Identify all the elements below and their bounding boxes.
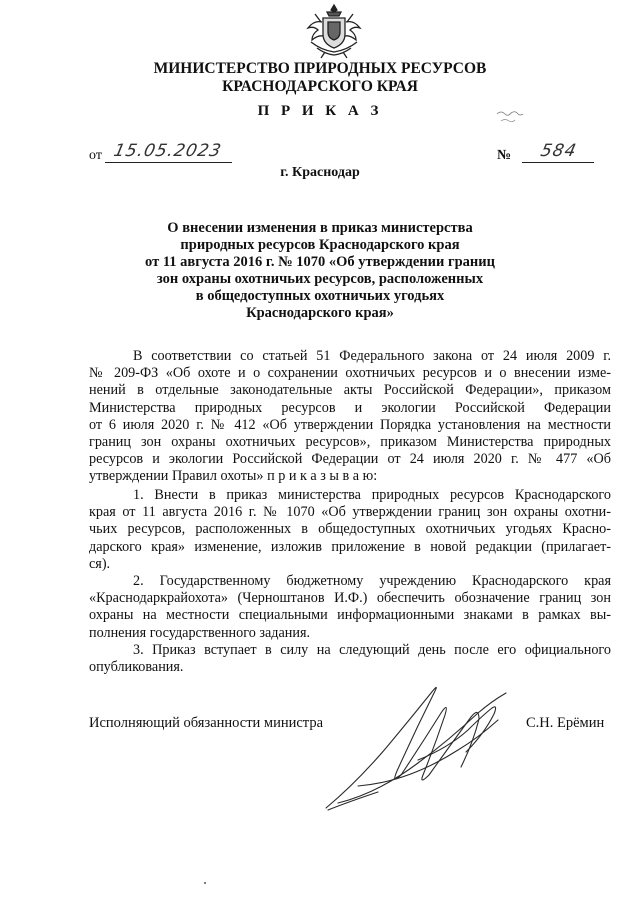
krasnodar-coat-of-arms-icon	[303, 2, 365, 60]
order-item-2	[89, 573, 611, 642]
text-line: утверждении Правил охоты» п р и к а з ы в а ю:	[89, 468, 378, 485]
text-line: полнения государственного задания.	[89, 624, 311, 641]
title-line: зон охраны охотничьих ресурсов, расположенных	[156, 271, 484, 287]
text-line: опубликования.	[89, 659, 184, 676]
text-line: 3. Приказ вступает в силу на следующий день после его официального	[133, 642, 611, 658]
text-line: «Краснодаркрайохота» (Черноштанов И.Ф.) обеспечить обозначение границ зон	[89, 590, 611, 607]
text-line: 2. Государственному бюджетному учреждению Краснодарского края	[133, 573, 611, 589]
text-line: чьих ресурсов, расположенных в общедоступных охотничьих угодьях Красно-	[89, 521, 611, 538]
text-line: ресурсов и экологии Российской Федерации от 24 июля 2020 г. № 477 «Об	[89, 451, 611, 468]
text-line: 1. Внести в приказ министерства природных ресурсов Краснодарского	[133, 487, 611, 503]
signer-name: С.Н. Ерёмин	[526, 715, 605, 731]
city-name: г. Краснодар	[280, 165, 360, 180]
registration-mark-icon	[495, 108, 527, 126]
title-line: в общедоступных охотничьих угодьях	[195, 288, 445, 304]
text-line: границ зон охраны охотничьих ресурсов», приказом Министерства природных	[89, 434, 611, 451]
title-line: от 11 августа 2016 г. № 1070 «Об утверждении границ	[145, 254, 495, 270]
preamble-paragraph	[89, 348, 611, 486]
handwritten-signature-icon	[318, 668, 528, 818]
number-underline	[522, 162, 594, 163]
ministry-name-line1: МИНИСТЕРСТВО ПРИРОДНЫХ РЕСУРСОВ	[153, 60, 487, 77]
handwritten-date: 15.05.2023	[112, 141, 224, 161]
signer-position: Исполняющий обязанности министра	[89, 715, 324, 731]
text-line: Министерства природных ресурсов и экологии Российской Федерации	[89, 399, 611, 416]
number-label: №	[497, 148, 512, 163]
text-line: охраны на местности специальными информационными знаками в рамках вы-	[89, 607, 611, 624]
ministry-name-line2: КРАСНОДАРСКОГО КРАЯ	[222, 78, 418, 95]
text-line: нений в отдельные законодательные акты Российской Федерации», приказом	[89, 382, 611, 399]
date-value	[112, 141, 224, 163]
document-type-heading: П Р И К А З	[257, 103, 383, 119]
page-speck	[204, 882, 206, 884]
document-title	[120, 220, 520, 322]
text-line: ся).	[89, 555, 111, 572]
text-line: дарского края» изменение, изложив приложение в новой редакции (прилагает-	[89, 538, 611, 555]
order-item-1	[89, 487, 611, 573]
title-line: О внесении изменения в приказ министерства	[167, 220, 473, 236]
text-line: от 6 июля 2020 г. № 412 «Об утверждении Порядка установления на местности	[89, 416, 611, 433]
handwritten-number: 584	[539, 141, 579, 161]
date-underline	[105, 162, 232, 163]
title-line: природных ресурсов Краснодарского края	[180, 237, 460, 253]
number-value	[528, 141, 590, 161]
title-line: Краснодарского края»	[246, 305, 394, 321]
text-line: № 209-ФЗ «Об охоте и о сохранении охотничьих ресурсов и о внесении изме-	[89, 365, 611, 382]
date-label: от	[89, 148, 102, 163]
text-line: края от 11 августа 2016 г. № 1070 «Об утверждении границ зон охраны охотни-	[89, 504, 611, 521]
text-line: В соответствии со статьей 51 Федерального закона от 24 июля 2009 г.	[133, 348, 611, 364]
